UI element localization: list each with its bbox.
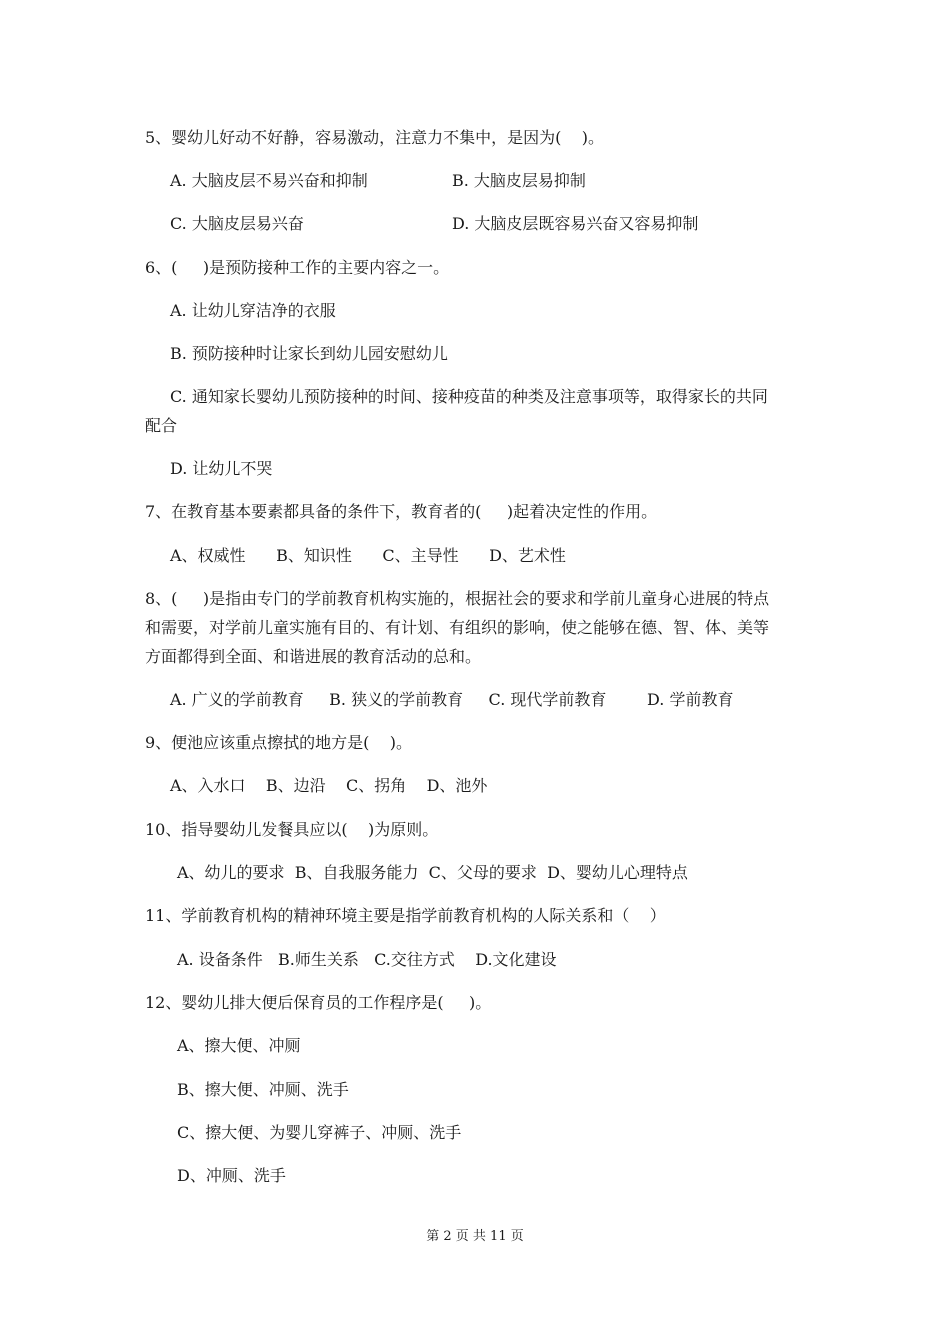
question-6-option-d: D. 让幼儿不哭 — [170, 459, 273, 478]
question-5-stem: 5、婴幼儿好动不好静，容易激动，注意力不集中，是因为( )。 — [145, 128, 605, 147]
question-7-stem: 7、在教育基本要素都具备的条件下，教育者的( )起着决定性的作用。 — [145, 502, 658, 521]
question-7-options: A、权威性 B、知识性 C、主导性 D、艺术性 — [170, 546, 566, 565]
question-5-option-a: A. 大脑皮层不易兴奋和抑制 — [170, 171, 368, 190]
question-8-stem-line-2: 和需要，对学前儿童实施有目的、有计划、有组织的影响，使之能够在德、智、体、美等 — [145, 618, 770, 637]
question-8-stem-line-1: 8、( )是指由专门的学前教育机构实施的，根据社会的要求和学前儿童身心进展的特点 — [145, 589, 770, 608]
question-5-option-d: D. 大脑皮层既容易兴奋又容易抑制 — [452, 214, 699, 233]
question-11-options: A. 设备条件 B.师生关系 C.交往方式 D.文化建设 — [177, 950, 557, 969]
question-12-option-a: A、擦大便、冲厕 — [177, 1036, 301, 1055]
question-6-stem: 6、( )是预防接种工作的主要内容之一。 — [145, 258, 450, 277]
question-5-option-b: B. 大脑皮层易抑制 — [452, 171, 586, 190]
page-number-footer: 第 2 页 共 11 页 — [426, 1229, 524, 1244]
question-11-stem: 11、学前教育机构的精神环境主要是指学前教育机构的人际关系和（ ） — [145, 906, 666, 925]
question-8-options: A. 广义的学前教育 B. 狭义的学前教育 C. 现代学前教育 D. 学前教育 — [170, 690, 734, 709]
question-5-option-c: C. 大脑皮层易兴奋 — [170, 214, 304, 233]
question-12-option-d: D、冲厕、洗手 — [177, 1166, 286, 1185]
question-12-option-b: B、擦大便、冲厕、洗手 — [177, 1080, 349, 1099]
question-9-stem: 9、便池应该重点擦拭的地方是( )。 — [145, 733, 413, 752]
question-10-stem: 10、指导婴幼儿发餐具应以( )为原则。 — [145, 820, 439, 839]
question-10-options: A、幼儿的要求 B、自我服务能力 C、父母的要求 D、婴幼儿心理特点 — [177, 863, 688, 882]
question-6-option-c: C. 通知家长婴幼儿预防接种的时间、接种疫苗的种类及注意事项等，取得家长的共同 — [170, 387, 768, 406]
question-6-option-c-cont: 配合 — [145, 416, 178, 435]
question-12-option-c: C、擦大便、为婴儿穿裤子、冲厕、洗手 — [177, 1123, 462, 1142]
question-8-stem-line-3: 方面都得到全面、和谐进展的教育活动的总和。 — [145, 647, 482, 666]
question-6-option-b: B. 预防接种时让家长到幼儿园安慰幼儿 — [170, 344, 448, 363]
question-9-options: A、入水口 B、边沿 C、拐角 D、池外 — [170, 776, 488, 795]
question-6-option-a: A. 让幼儿穿洁净的衣服 — [170, 301, 336, 320]
question-12-stem: 12、婴幼儿排大便后保育员的工作程序是( )。 — [145, 993, 492, 1012]
